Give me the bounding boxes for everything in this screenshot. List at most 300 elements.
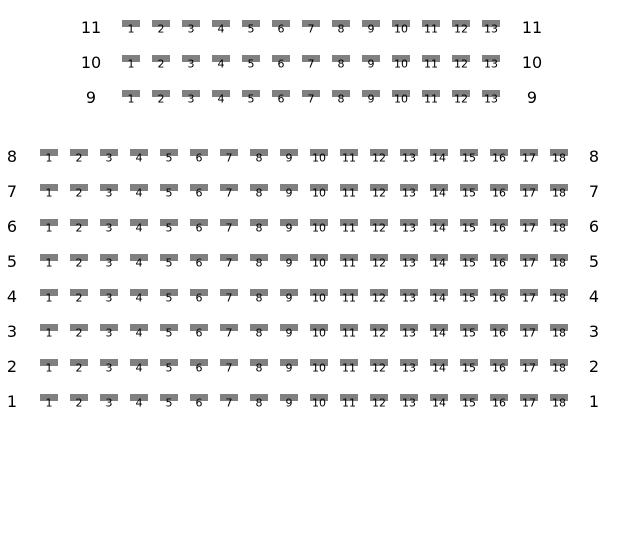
- seat-number: 18: [552, 221, 566, 235]
- seat-row-11-6[interactable]: [272, 20, 290, 36]
- seat-row-5-2[interactable]: [70, 254, 88, 270]
- seat-icon: [190, 254, 208, 261]
- seat-row-3-2[interactable]: [70, 324, 88, 340]
- seat-row-1-4[interactable]: [130, 394, 148, 410]
- seat-row-10-7[interactable]: [302, 55, 320, 71]
- seat-row-10-4[interactable]: [212, 55, 230, 71]
- seat-row-6-1[interactable]: [40, 219, 58, 235]
- seat-row-11-12[interactable]: [452, 20, 470, 36]
- seat-row-2-14[interactable]: [430, 359, 448, 375]
- row-label-right-11: 11: [521, 18, 543, 37]
- seat-row-8-12[interactable]: [370, 149, 388, 165]
- seat-row-7-9[interactable]: [280, 184, 298, 200]
- seat-number: 15: [462, 221, 476, 235]
- seat-row-2-10[interactable]: [310, 359, 328, 375]
- seat-row-6-7[interactable]: [220, 219, 238, 235]
- seat-row-11-1[interactable]: [122, 20, 140, 36]
- seat-row-3-18[interactable]: [550, 324, 568, 340]
- seat-icon: [40, 219, 58, 226]
- seat-row-6-11[interactable]: [340, 219, 358, 235]
- seat-row-10-12[interactable]: [452, 55, 470, 71]
- seat-row-9-2[interactable]: [152, 90, 170, 106]
- seat-number: 17: [522, 221, 536, 235]
- seat-icon: [220, 219, 238, 226]
- seat-row-6-4[interactable]: [130, 219, 148, 235]
- seat-row-3-13[interactable]: [400, 324, 418, 340]
- seat-row-3-7[interactable]: [220, 324, 238, 340]
- seat-icon: [460, 184, 478, 191]
- seat-row-5-1[interactable]: [40, 254, 58, 270]
- seat-row-2-16[interactable]: [490, 359, 508, 375]
- seat-row-4-8[interactable]: [250, 289, 268, 305]
- seat-row-6-14[interactable]: [430, 219, 448, 235]
- seat-row-10-1[interactable]: [122, 55, 140, 71]
- seat-icon: [190, 149, 208, 156]
- seat-row-7-10[interactable]: [310, 184, 328, 200]
- seat-row-8-9[interactable]: [280, 149, 298, 165]
- seat-row-9-8[interactable]: [332, 90, 350, 106]
- seat-number: 4: [217, 57, 225, 71]
- seat-row-4-7[interactable]: [220, 289, 238, 305]
- seat-row-4-16[interactable]: [490, 289, 508, 305]
- seat-icon: [430, 184, 448, 191]
- seat-icon: [100, 289, 118, 296]
- seat-row-3-9[interactable]: [280, 324, 298, 340]
- seat-row-2-6[interactable]: [190, 359, 208, 375]
- seat-row-5-11[interactable]: [340, 254, 358, 270]
- seat-row-4-13[interactable]: [400, 289, 418, 305]
- seat-number: 17: [522, 361, 536, 375]
- seat-icon: [340, 324, 358, 331]
- seat-number: 9: [285, 291, 293, 305]
- seat-row-6-6[interactable]: [190, 219, 208, 235]
- seat-icon: [362, 55, 380, 62]
- seat-row-7-16[interactable]: [490, 184, 508, 200]
- seat-number: 10: [312, 186, 326, 200]
- seat-number: 8: [337, 92, 345, 106]
- seat-row-8-18[interactable]: [550, 149, 568, 165]
- seat-row-1-3[interactable]: [100, 394, 118, 410]
- seat-number: 13: [402, 291, 416, 305]
- seat-row-6-18[interactable]: [550, 219, 568, 235]
- seat-row-9-12[interactable]: [452, 90, 470, 106]
- seat-row-4-2[interactable]: [70, 289, 88, 305]
- seat-row-6-3[interactable]: [100, 219, 118, 235]
- seat-icon: [520, 149, 538, 156]
- seat-icon: [130, 324, 148, 331]
- seat-row-11-13[interactable]: [482, 20, 500, 36]
- seat-row-5-7[interactable]: [220, 254, 238, 270]
- seat-icon: [100, 219, 118, 226]
- seat-row-5-5[interactable]: [160, 254, 178, 270]
- seat-row-2-17[interactable]: [520, 359, 538, 375]
- seat-row-9-11[interactable]: [422, 90, 440, 106]
- seat-row-1-13[interactable]: [400, 394, 418, 410]
- seat-row-3-3[interactable]: [100, 324, 118, 340]
- seat-row-6-12[interactable]: [370, 219, 388, 235]
- seat-row-1-10[interactable]: [310, 394, 328, 410]
- seat-row-4-18[interactable]: [550, 289, 568, 305]
- seat-row-3-1[interactable]: [40, 324, 58, 340]
- seat-number: 9: [285, 221, 293, 235]
- seat-number: 14: [432, 326, 446, 340]
- seat-number: 15: [462, 186, 476, 200]
- seat-row-6-16[interactable]: [490, 219, 508, 235]
- seat-row-9-9[interactable]: [362, 90, 380, 106]
- seat-row-8-14[interactable]: [430, 149, 448, 165]
- seat-row-7-11[interactable]: [340, 184, 358, 200]
- seat-icon: [40, 254, 58, 261]
- seat-row-6-8[interactable]: [250, 219, 268, 235]
- seat-row-7-5[interactable]: [160, 184, 178, 200]
- seat-row-7-7[interactable]: [220, 184, 238, 200]
- seat-number: 10: [394, 57, 408, 71]
- seat-row-8-5[interactable]: [160, 149, 178, 165]
- seat-row-3-16[interactable]: [490, 324, 508, 340]
- seat-row-8-11[interactable]: [340, 149, 358, 165]
- seat-row-5-16[interactable]: [490, 254, 508, 270]
- seat-icon: [100, 359, 118, 366]
- seat-row-8-2[interactable]: [70, 149, 88, 165]
- seat-icon: [400, 219, 418, 226]
- seat-row-4-6[interactable]: [190, 289, 208, 305]
- seat-row-6-5[interactable]: [160, 219, 178, 235]
- seat-row-7-17[interactable]: [520, 184, 538, 200]
- seat-icon: [130, 359, 148, 366]
- seat-number: 13: [402, 256, 416, 270]
- seat-row-9-13[interactable]: [482, 90, 500, 106]
- seat-row-11-9[interactable]: [362, 20, 380, 36]
- seat-row-1-6[interactable]: [190, 394, 208, 410]
- seat-row-11-7[interactable]: [302, 20, 320, 36]
- seat-icon: [40, 359, 58, 366]
- seat-row-5-13[interactable]: [400, 254, 418, 270]
- seat-icon: [340, 394, 358, 401]
- seat-row-7-8[interactable]: [250, 184, 268, 200]
- seat-row-11-4[interactable]: [212, 20, 230, 36]
- seat-row-9-10[interactable]: [392, 90, 410, 106]
- seat-row-10-10[interactable]: [392, 55, 410, 71]
- seat-row-2-8[interactable]: [250, 359, 268, 375]
- seat-number: 18: [552, 396, 566, 410]
- seat-row-2-13[interactable]: [400, 359, 418, 375]
- seat-number: 10: [312, 151, 326, 165]
- seat-icon: [70, 394, 88, 401]
- seat-row-9-6[interactable]: [272, 90, 290, 106]
- seat-icon: [280, 359, 298, 366]
- seat-row-4-12[interactable]: [370, 289, 388, 305]
- seat-icon: [550, 359, 568, 366]
- seat-row-4-11[interactable]: [340, 289, 358, 305]
- seat-number: 11: [342, 151, 356, 165]
- seat-icon: [130, 254, 148, 261]
- seat-row-6-2[interactable]: [70, 219, 88, 235]
- seat-number: 1: [45, 361, 53, 375]
- seat-row-3-12[interactable]: [370, 324, 388, 340]
- seat-row-3-8[interactable]: [250, 324, 268, 340]
- seat-row-9-5[interactable]: [242, 90, 260, 106]
- seat-icon: [130, 289, 148, 296]
- seat-row-2-5[interactable]: [160, 359, 178, 375]
- seat-row-5-18[interactable]: [550, 254, 568, 270]
- seat-row-4-14[interactable]: [430, 289, 448, 305]
- seat-row-7-1[interactable]: [40, 184, 58, 200]
- seat-icon: [250, 219, 268, 226]
- seat-row-5-12[interactable]: [370, 254, 388, 270]
- seat-row-5-17[interactable]: [520, 254, 538, 270]
- seat-icon: [272, 55, 290, 62]
- seat-row-11-11[interactable]: [422, 20, 440, 36]
- row-label-left-1: 1: [6, 392, 18, 411]
- seat-number: 17: [522, 151, 536, 165]
- seat-icon: [520, 359, 538, 366]
- seat-row-8-10[interactable]: [310, 149, 328, 165]
- seat-row-3-6[interactable]: [190, 324, 208, 340]
- seat-icon: [550, 149, 568, 156]
- seat-row-10-2[interactable]: [152, 55, 170, 71]
- seat-number: 18: [552, 361, 566, 375]
- seat-row-4-9[interactable]: [280, 289, 298, 305]
- seat-row-7-18[interactable]: [550, 184, 568, 200]
- seat-row-4-3[interactable]: [100, 289, 118, 305]
- seat-row-2-2[interactable]: [70, 359, 88, 375]
- seat-number: 16: [492, 151, 506, 165]
- seat-row-7-13[interactable]: [400, 184, 418, 200]
- seat-row-1-12[interactable]: [370, 394, 388, 410]
- seat-icon: [220, 394, 238, 401]
- seat-row-2-3[interactable]: [100, 359, 118, 375]
- seat-row-1-2[interactable]: [70, 394, 88, 410]
- seat-number: 1: [45, 151, 53, 165]
- seat-row-6-10[interactable]: [310, 219, 328, 235]
- seat-row-1-5[interactable]: [160, 394, 178, 410]
- seat-row-1-14[interactable]: [430, 394, 448, 410]
- seat-icon: [182, 90, 200, 97]
- seat-row-5-4[interactable]: [130, 254, 148, 270]
- seat-icon: [100, 254, 118, 261]
- seat-icon: [40, 324, 58, 331]
- seat-row-2-15[interactable]: [460, 359, 478, 375]
- seat-row-4-5[interactable]: [160, 289, 178, 305]
- seat-number: 8: [255, 396, 263, 410]
- seat-number: 16: [492, 361, 506, 375]
- seat-row-1-1[interactable]: [40, 394, 58, 410]
- seat-row-2-7[interactable]: [220, 359, 238, 375]
- seat-icon: [400, 289, 418, 296]
- seat-row-10-11[interactable]: [422, 55, 440, 71]
- seat-row-8-8[interactable]: [250, 149, 268, 165]
- row-label-right-7: 7: [588, 182, 600, 201]
- seat-row-8-4[interactable]: [130, 149, 148, 165]
- seat-number: 6: [195, 186, 203, 200]
- seat-row-11-10[interactable]: [392, 20, 410, 36]
- seat-icon: [370, 254, 388, 261]
- seat-row-6-13[interactable]: [400, 219, 418, 235]
- seat-row-4-15[interactable]: [460, 289, 478, 305]
- seat-number: 5: [165, 291, 173, 305]
- seat-row-6-15[interactable]: [460, 219, 478, 235]
- seat-number: 12: [372, 256, 386, 270]
- seat-number: 14: [432, 291, 446, 305]
- seat-row-2-4[interactable]: [130, 359, 148, 375]
- seat-row-5-6[interactable]: [190, 254, 208, 270]
- seat-icon: [370, 359, 388, 366]
- seat-number: 4: [135, 291, 143, 305]
- seat-icon: [182, 55, 200, 62]
- seat-icon: [100, 394, 118, 401]
- seat-row-7-14[interactable]: [430, 184, 448, 200]
- seat-number: 9: [285, 396, 293, 410]
- seat-row-7-15[interactable]: [460, 184, 478, 200]
- seat-row-4-17[interactable]: [520, 289, 538, 305]
- seat-number: 12: [372, 151, 386, 165]
- seat-row-4-1[interactable]: [40, 289, 58, 305]
- seat-row-4-4[interactable]: [130, 289, 148, 305]
- seat-row-11-2[interactable]: [152, 20, 170, 36]
- seat-number: 6: [195, 396, 203, 410]
- seat-icon: [70, 359, 88, 366]
- seat-row-9-4[interactable]: [212, 90, 230, 106]
- seat-number: 8: [255, 221, 263, 235]
- seat-number: 17: [522, 256, 536, 270]
- seat-number: 15: [462, 326, 476, 340]
- seat-number: 6: [277, 92, 285, 106]
- seat-icon: [340, 219, 358, 226]
- seat-row-2-1[interactable]: [40, 359, 58, 375]
- seat-row-3-15[interactable]: [460, 324, 478, 340]
- seat-number: 16: [492, 221, 506, 235]
- seat-row-9-1[interactable]: [122, 90, 140, 106]
- seat-row-8-3[interactable]: [100, 149, 118, 165]
- seat-row-2-12[interactable]: [370, 359, 388, 375]
- seat-icon: [520, 219, 538, 226]
- seat-number: 16: [492, 186, 506, 200]
- seat-number: 2: [75, 151, 83, 165]
- row-label-right-1: 1: [588, 392, 600, 411]
- seat-number: 12: [372, 326, 386, 340]
- row-label-left-7: 7: [6, 182, 18, 201]
- seat-row-2-9[interactable]: [280, 359, 298, 375]
- seat-row-10-8[interactable]: [332, 55, 350, 71]
- seat-row-1-11[interactable]: [340, 394, 358, 410]
- seat-icon: [130, 149, 148, 156]
- seat-row-8-7[interactable]: [220, 149, 238, 165]
- seat-row-7-6[interactable]: [190, 184, 208, 200]
- seat-row-6-9[interactable]: [280, 219, 298, 235]
- seat-number: 13: [402, 361, 416, 375]
- seat-row-1-16[interactable]: [490, 394, 508, 410]
- seat-icon: [250, 394, 268, 401]
- seat-number: 4: [135, 151, 143, 165]
- seat-row-3-14[interactable]: [430, 324, 448, 340]
- seat-row-3-11[interactable]: [340, 324, 358, 340]
- seat-icon: [160, 324, 178, 331]
- seat-row-10-5[interactable]: [242, 55, 260, 71]
- seat-row-4-10[interactable]: [310, 289, 328, 305]
- seat-icon: [40, 394, 58, 401]
- seat-row-3-10[interactable]: [310, 324, 328, 340]
- seat-row-3-5[interactable]: [160, 324, 178, 340]
- seat-row-5-9[interactable]: [280, 254, 298, 270]
- seat-row-1-9[interactable]: [280, 394, 298, 410]
- seat-icon: [160, 219, 178, 226]
- seat-row-2-11[interactable]: [340, 359, 358, 375]
- seat-row-1-17[interactable]: [520, 394, 538, 410]
- seat-row-5-15[interactable]: [460, 254, 478, 270]
- seat-row-8-1[interactable]: [40, 149, 58, 165]
- seat-icon: [430, 289, 448, 296]
- seat-icon: [310, 289, 328, 296]
- seat-row-11-5[interactable]: [242, 20, 260, 36]
- seat-row-1-15[interactable]: [460, 394, 478, 410]
- seat-row-11-3[interactable]: [182, 20, 200, 36]
- seat-icon: [122, 90, 140, 97]
- seat-row-7-4[interactable]: [130, 184, 148, 200]
- seat-icon: [40, 289, 58, 296]
- seat-number: 10: [312, 256, 326, 270]
- seat-number: 10: [312, 396, 326, 410]
- seat-row-3-4[interactable]: [130, 324, 148, 340]
- seat-row-1-7[interactable]: [220, 394, 238, 410]
- seat-number: 15: [462, 291, 476, 305]
- seat-number: 7: [307, 92, 315, 106]
- seat-number: 2: [157, 57, 165, 71]
- seat-icon: [130, 184, 148, 191]
- seat-icon: [310, 149, 328, 156]
- seat-icon: [490, 184, 508, 191]
- seat-number: 8: [255, 151, 263, 165]
- seat-row-7-3[interactable]: [100, 184, 118, 200]
- seat-row-5-8[interactable]: [250, 254, 268, 270]
- seat-row-7-12[interactable]: [370, 184, 388, 200]
- seat-icon: [310, 394, 328, 401]
- seat-row-8-17[interactable]: [520, 149, 538, 165]
- seat-icon: [400, 184, 418, 191]
- seat-row-8-13[interactable]: [400, 149, 418, 165]
- seat-row-3-17[interactable]: [520, 324, 538, 340]
- seat-icon: [280, 149, 298, 156]
- seat-row-9-7[interactable]: [302, 90, 320, 106]
- seat-row-8-6[interactable]: [190, 149, 208, 165]
- seat-row-10-6[interactable]: [272, 55, 290, 71]
- seat-row-11-8[interactable]: [332, 20, 350, 36]
- seat-number: 14: [432, 361, 446, 375]
- seat-row-9-3[interactable]: [182, 90, 200, 106]
- seat-row-1-18[interactable]: [550, 394, 568, 410]
- seat-row-8-16[interactable]: [490, 149, 508, 165]
- seat-number: 7: [225, 361, 233, 375]
- seat-icon: [430, 254, 448, 261]
- seat-icon: [490, 219, 508, 226]
- row-label-left-6: 6: [6, 217, 18, 236]
- seat-number: 12: [372, 291, 386, 305]
- seat-row-2-18[interactable]: [550, 359, 568, 375]
- seat-icon: [400, 394, 418, 401]
- seat-number: 7: [225, 186, 233, 200]
- seat-row-8-15[interactable]: [460, 149, 478, 165]
- seat-row-10-9[interactable]: [362, 55, 380, 71]
- seat-row-5-3[interactable]: [100, 254, 118, 270]
- seat-row-5-10[interactable]: [310, 254, 328, 270]
- seat-icon: [392, 20, 410, 27]
- seat-row-1-8[interactable]: [250, 394, 268, 410]
- seat-row-10-3[interactable]: [182, 55, 200, 71]
- seat-row-5-14[interactable]: [430, 254, 448, 270]
- seat-row-10-13[interactable]: [482, 55, 500, 71]
- seat-row-6-17[interactable]: [520, 219, 538, 235]
- seat-row-7-2[interactable]: [70, 184, 88, 200]
- seat-icon: [160, 149, 178, 156]
